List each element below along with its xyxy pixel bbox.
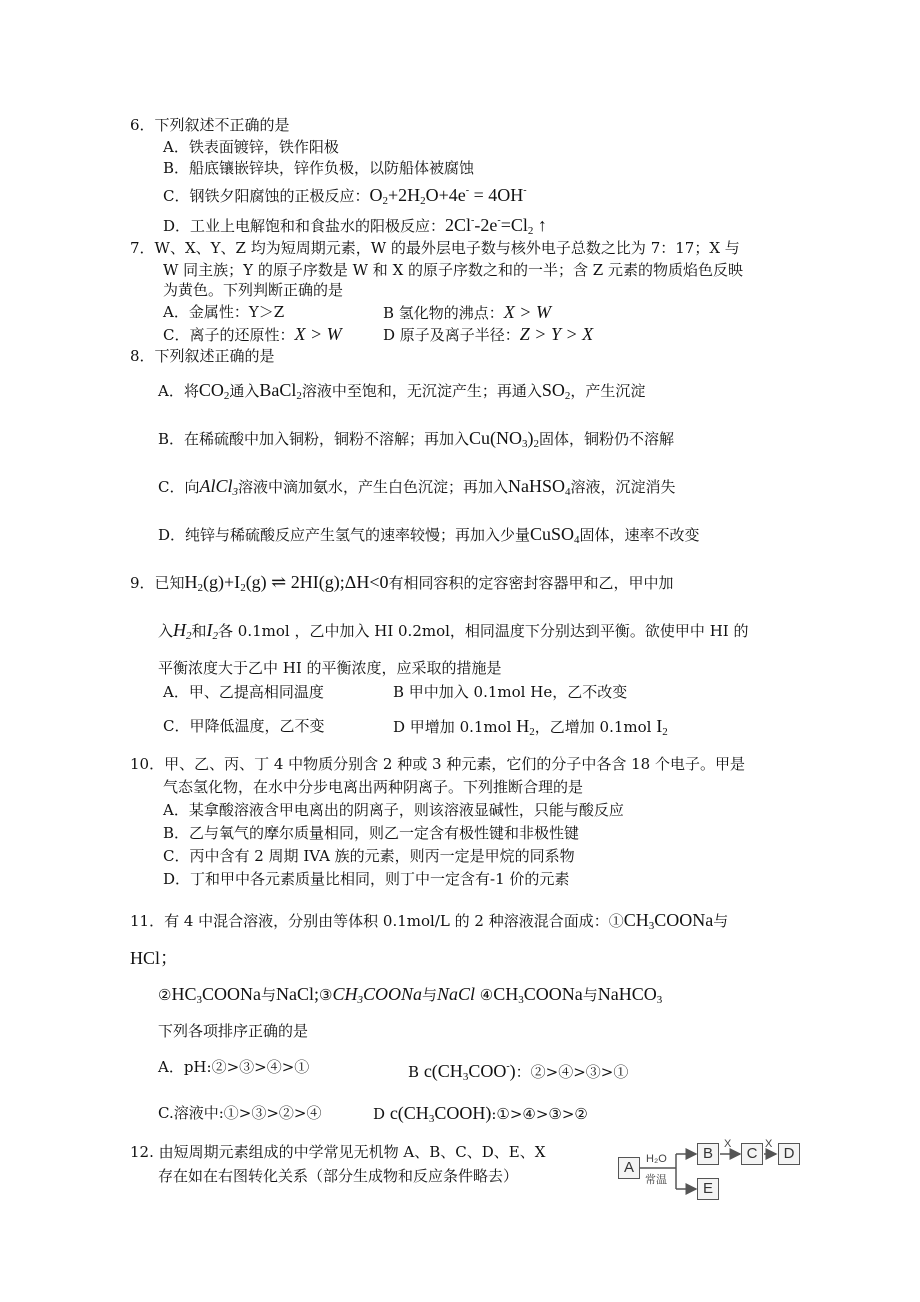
q9-line3: 平衡浓度大于乙中 HI 的平衡浓度，应采取的措施是: [158, 659, 502, 677]
q7-line3: 为黄色。下列判断正确的是: [163, 281, 344, 299]
q9-line1: 9．已知$H_2(g)+I_2(g)$ ⇌ 2HI(g);ΔH<0有相同容积的定容密封容器甲和乙，甲中加: [130, 572, 674, 594]
q11-line4: 下列各项排序正确的是: [158, 1022, 309, 1040]
q9-line2: 入$H_2$和$I_2$各 0.1mol ，乙中加入 HI 0.2mol，相同温度下分别达到平衡。欲使甲中 HI 的: [158, 620, 749, 642]
q7-option-c: C．离子的还原性：X > W: [163, 324, 342, 344]
q7-line2: W 同主族；Y 的原子序数是 W 和 X 的原子序数之和的一半；含 Z 元素的物质焰色反映: [163, 261, 743, 279]
q11-line3: $②HC_3COONa$与$NaCl;③CH_3COONa$与NaCl $④CH_3COONa$与NaHCO$_3$: [158, 984, 663, 1006]
q10-option-a: A．某拿酸溶液含甲电离出的阴离子，则该溶液显碱性，只能与酸反应: [163, 801, 624, 819]
q9-option-d: D 甲增加 0.1mol $H_2$，乙增加 0.1mol $I_2$: [393, 716, 668, 738]
q8-option-b: B．在稀硫酸中加入铜粉，铜粉不溶解；再加入$Cu(NO_3)_2$固体，铜粉仍不溶解: [158, 428, 675, 450]
reagent-x-1: X: [724, 1138, 732, 1150]
q11-line2: HCl；: [130, 948, 179, 968]
reagent-x-2: X: [765, 1138, 773, 1150]
q12-line1: 12. 由短周期元素组成的中学常见无机物 A、B、C、D、E、X: [130, 1143, 546, 1161]
q8-option-a: A．将$CO_2$通入BaCl$_2$溶液中至饱和，无沉淀产生；再通入$SO_2$，产生沉淀: [158, 380, 646, 402]
q10-line2: 气态氢化物，在水中分步电离出两种阴离子。下列推断合理的是: [163, 778, 584, 796]
reagent-condition: 常温: [645, 1174, 667, 1186]
node-d: D: [778, 1143, 800, 1165]
node-a: A: [618, 1157, 640, 1179]
q8-stem: 8．下列叙述正确的是: [130, 347, 275, 365]
q9-option-a: A．甲、乙提高相同温度: [163, 683, 324, 701]
q10-option-b: B．乙与氧气的摩尔质量相同，则乙一定含有极性键和非极性键: [163, 824, 580, 842]
q6-stem: 6．下列叙述不正确的是: [130, 116, 290, 134]
q11-option-c: C.溶液中:①>③>②>④: [158, 1104, 322, 1122]
q6-option-b: B．船底镶嵌锌块，锌作负极，以防船体被腐蚀: [163, 159, 475, 177]
q8-option-c: C．向AlCl$_3$溶液中滴加氨水，产生白色沉淀；再加入NaHSO$_4$溶液，沉淀消失: [158, 476, 676, 498]
q10-line1: 10．甲、乙、丙、丁 4 中物质分别含 2 种或 3 种元素，它们的分子中各含 18 个电子。甲是: [130, 755, 745, 773]
q10-option-d: D．丁和甲中各元素质量比相同，则丁中一定含有-1 价的元素: [163, 870, 570, 888]
q7-line1: 7．W、X、Y、Z 均为短周期元素，W 的最外层电子数与核外电子总数之比为 7：17；X 与: [130, 239, 740, 257]
q9-option-b: B 甲中加入 0.1mol He，乙不改变: [393, 683, 628, 701]
conversion-diagram: [616, 1138, 806, 1204]
q6-option-a: A．铁表面镀锌，铁作阳极: [163, 138, 339, 156]
q11-option-a: A．pH:②>③>④>①: [158, 1058, 310, 1076]
q6-option-d: D．工业上电解饱和和食盐水的阳极反应：$2Cl^--2e^-=Cl_2$ ↑: [163, 215, 547, 237]
q11-line1: 11．有 4 中混合溶液，分别由等体积 0.1mol/L 的 2 种溶液混合面成：$①CH_3COONa$与: [130, 910, 729, 932]
q12-line2: 存在如在右图转化关系（部分生成物和反应条件略去）: [158, 1167, 519, 1185]
node-e: E: [697, 1178, 719, 1200]
q10-option-c: C．丙中含有 2 周期 IVA 族的元素，则丙一定是甲烷的同系物: [163, 847, 575, 865]
q7-option-b: B 氢化物的沸点：X > W: [383, 302, 551, 322]
q9-option-c: C．甲降低温度，乙不变: [163, 717, 325, 735]
node-b: B: [697, 1143, 719, 1165]
q6-option-c: C．钢铁夕阳腐蚀的正极反应：$O_2+2H_2O+4e^- = 4OH^-$: [163, 185, 527, 207]
q11-option-b: B $c(CH_3COO^-)$：②>④>③>①: [408, 1061, 629, 1083]
q11-option-d: D $c(CH_3COOH):①>④>③>②$: [373, 1103, 588, 1125]
q8-option-d: D．纯锌与稀硫酸反应产生氢气的速率较慢；再加入少量CuSO$_4$固体，速率不改变: [158, 524, 700, 546]
q7-option-a: A．金属性：Y＞Z: [163, 303, 285, 321]
q7-option-d: D 原子及离子半径：Z > Y > X: [383, 324, 594, 344]
node-c: C: [741, 1143, 763, 1165]
reagent-water: H₂O: [646, 1153, 667, 1165]
